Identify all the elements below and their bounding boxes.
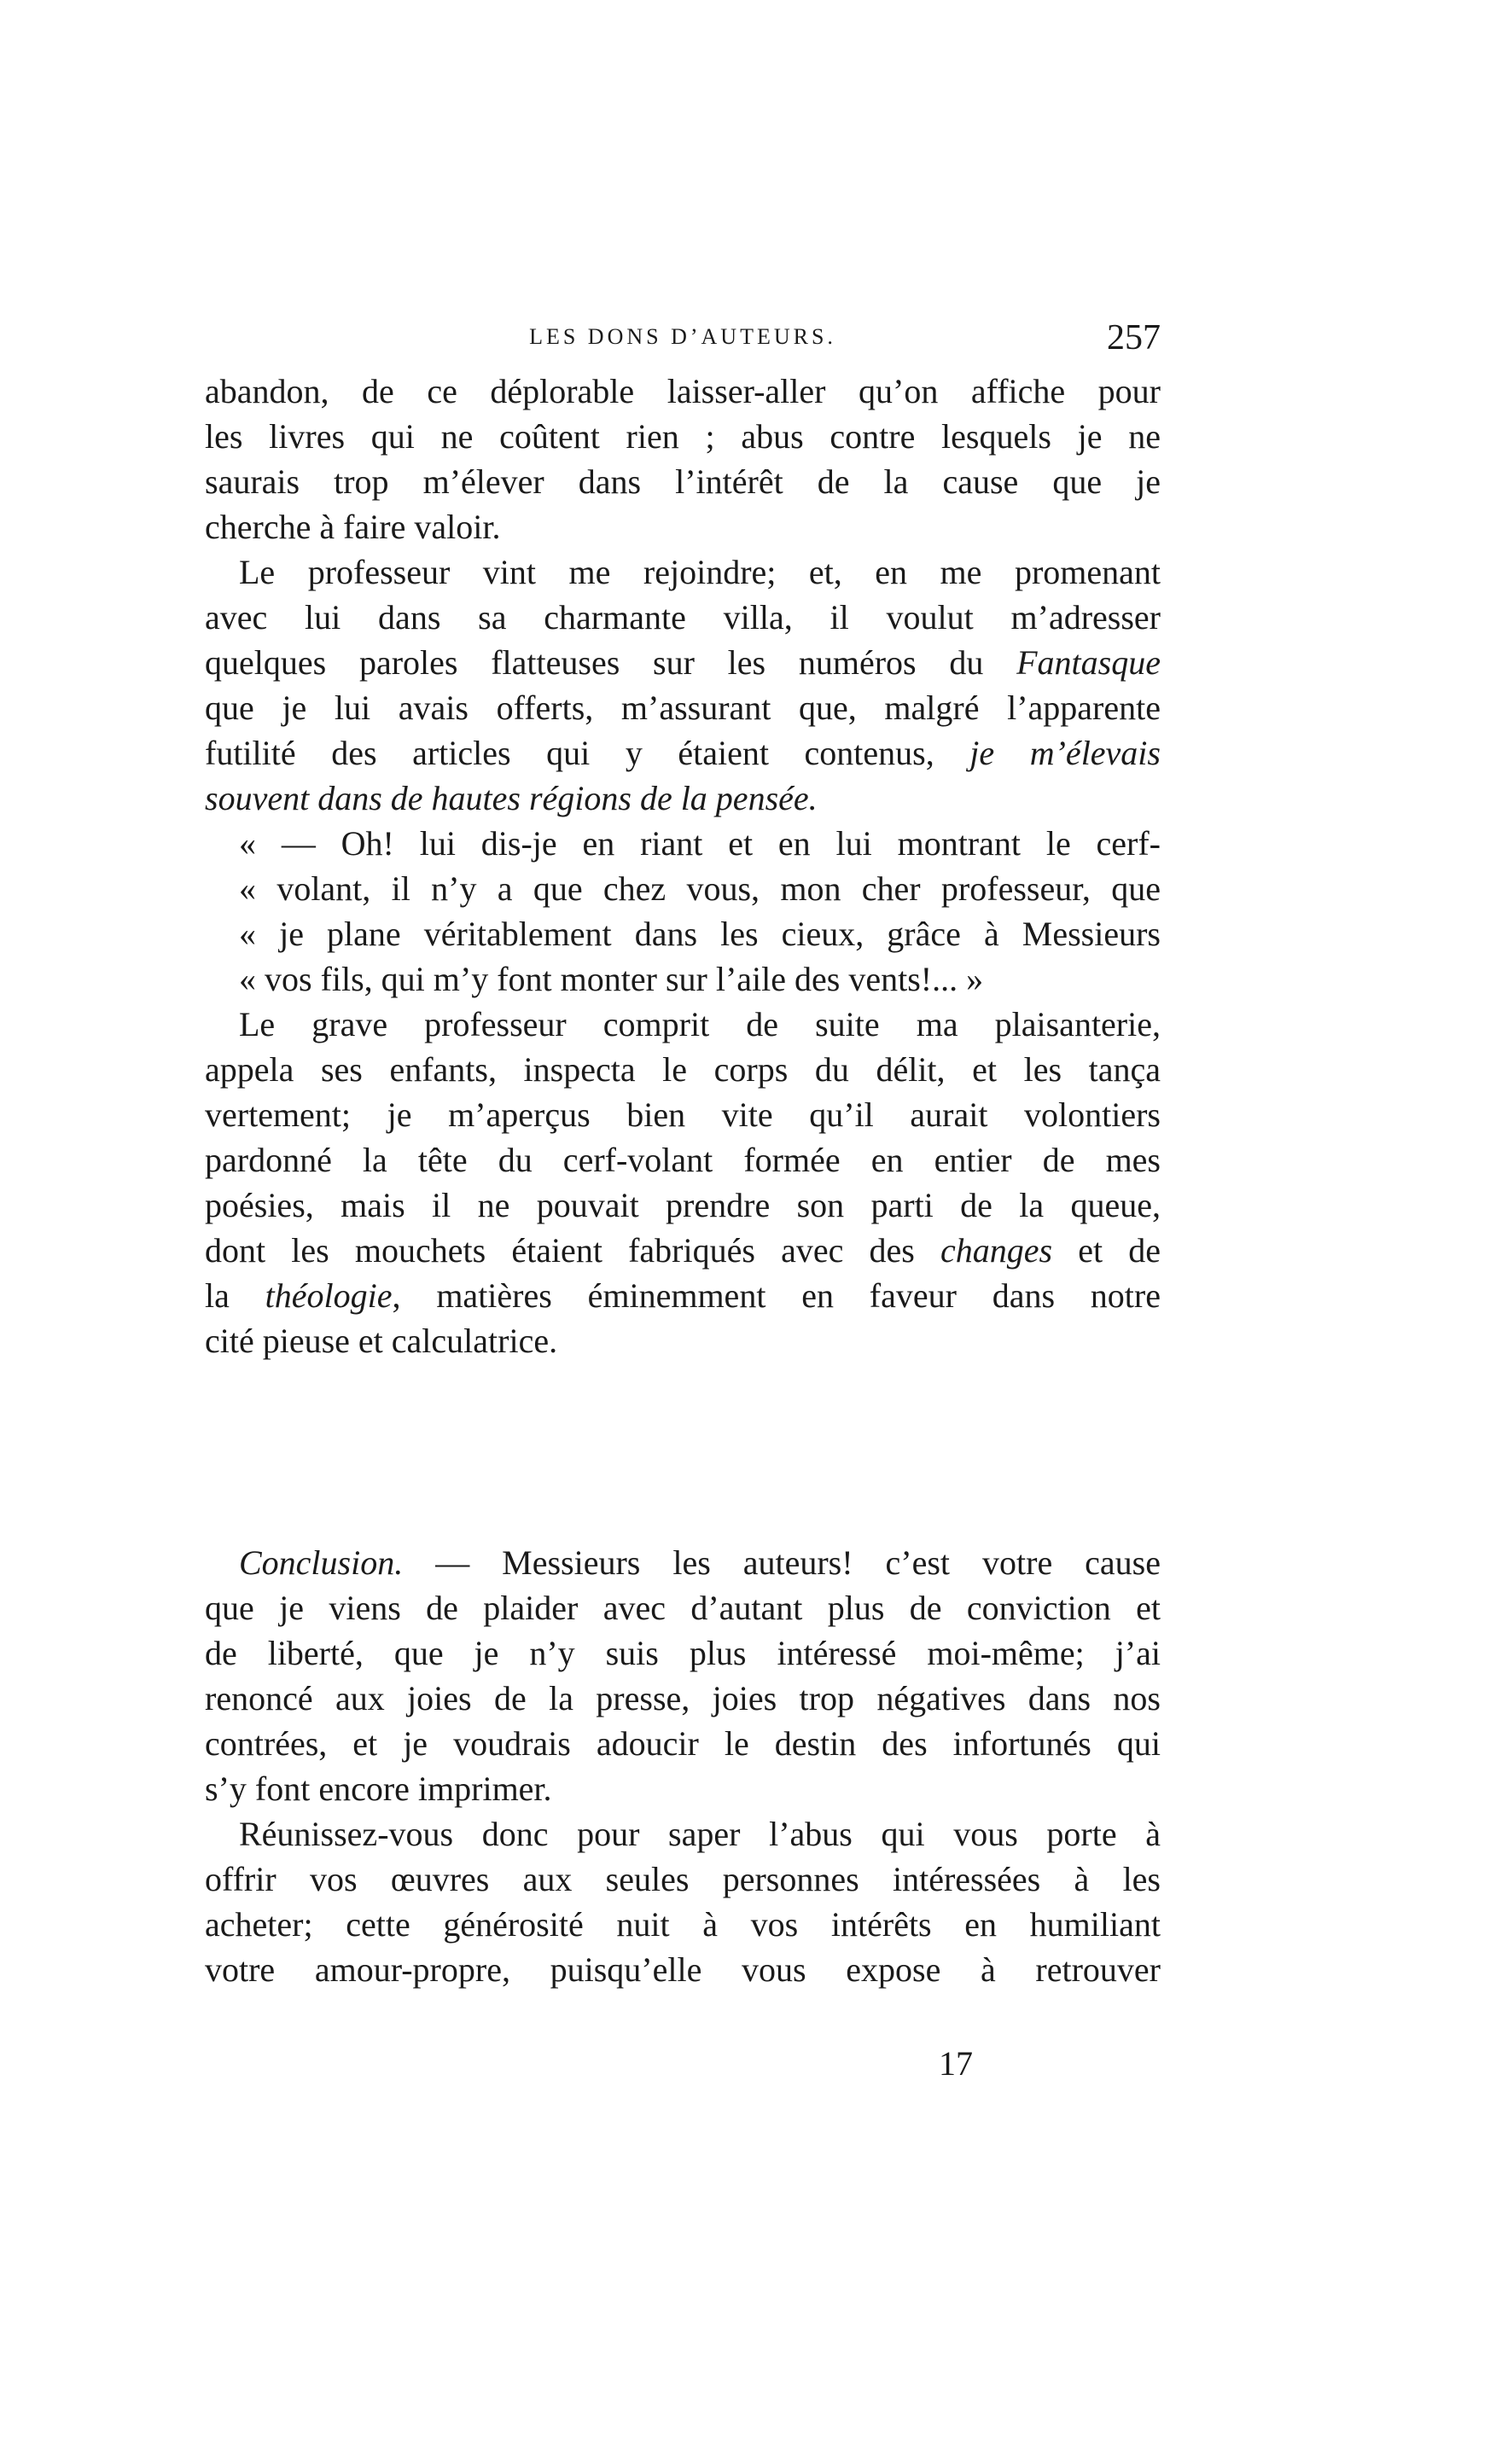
text-line: contrées, et je voudrais adoucir le destin des infortunés qui: [205, 1724, 1161, 1763]
text-line: appela ses enfants, inspecta le corps du délit, et les tança: [205, 1050, 1161, 1089]
text-line: Le grave professeur comprit de suite ma plaisanterie,: [239, 1005, 1161, 1043]
page-number: 257: [1107, 318, 1161, 357]
italic-term: théologie: [265, 1276, 393, 1315]
text-line: Réunissez-vous donc pour saper l’abus qui vous porte à: [239, 1815, 1161, 1853]
text-line: que je lui avais offerts, m’assurant que, malgré l’apparente: [205, 689, 1161, 727]
text-line: Le professeur vint me rejoindre; et, en me promenant: [239, 553, 1161, 591]
text-line: de liberté, que je n’y suis plus intéressé moi-même; j’ai: [205, 1634, 1161, 1672]
text-line: [205, 1228, 1161, 1273]
italic-term: changes: [940, 1231, 1053, 1270]
text-segment: la: [205, 1276, 265, 1315]
text-line: poésies, mais il ne pouvait prendre son parti de la queue,: [205, 1186, 1161, 1224]
text-line: renoncé aux joies de la presse, joies trop négatives dans nos: [205, 1679, 1161, 1717]
text-line: les livres qui ne coûtent rien ; abus contre lesquels je ne: [205, 417, 1161, 456]
text-segment: quelques paroles flatteuses sur les numéros du: [205, 643, 1017, 682]
running-title: LES DONS D’AUTEURS.: [529, 324, 836, 349]
text-line: abandon, de ce déplorable laisser-aller qu’on affiche pour: [205, 372, 1161, 410]
conclusion-label: Conclusion.: [239, 1543, 404, 1582]
text-line: s’y font encore imprimer.: [205, 1770, 552, 1808]
signature-mark: 17: [939, 2044, 973, 2083]
text-segment: futilité des articles qui y étaient contenus,: [205, 734, 970, 772]
text-line: saurais trop m’élever dans l’intérêt de la cause que je: [205, 462, 1161, 501]
text-block-top: [205, 369, 1161, 1363]
italic-line: souvent dans de hautes régions de la pensée.: [205, 779, 818, 817]
text-line: [205, 776, 1161, 821]
text-line: que je viens de plaider avec d’autant plus de conviction et: [205, 1589, 1161, 1627]
italic-term: Fantasque: [1016, 643, 1161, 682]
text-line: acheter; cette générosité nuit à vos intérêts en humiliant: [205, 1905, 1161, 1944]
text-block-conclusion: [205, 1540, 1161, 1992]
text-line: « vos fils, qui m’y font monter sur l’aile des vents!... »: [239, 960, 984, 998]
italic-term: je m’élevais: [969, 734, 1161, 772]
text-line: [205, 730, 1161, 776]
text-line: avec lui dans sa charmante villa, il voulut m’adresser: [205, 598, 1161, 636]
text-segment: dont les mouchets étaient fabriqués avec des: [205, 1231, 940, 1270]
text-line: votre amour-propre, puisqu’elle vous expose à retrouver: [205, 1950, 1161, 1989]
text-line: vertement; je m’aperçus bien vite qu’il aurait volontiers: [205, 1095, 1161, 1134]
text-line: [205, 1273, 1161, 1318]
text-line: « — Oh! lui dis-je en riant et en lui montrant le cerf-: [239, 824, 1161, 863]
text-line: pardonné la tête du cerf-volant formée en entier de mes: [205, 1141, 1161, 1179]
page-header: [205, 317, 1161, 360]
text-line: « je plane véritablement dans les cieux, grâce à Messieurs: [239, 915, 1161, 953]
text-line: « volant, il n’y a que chez vous, mon cher professeur, que: [239, 869, 1161, 908]
text-line: cité pieuse et calculatrice.: [205, 1322, 558, 1360]
text-line: [205, 640, 1161, 685]
text-segment: et de: [1052, 1231, 1161, 1270]
text-line: cherche à faire valoir.: [205, 508, 501, 546]
text-line: offrir vos œuvres aux seules personnes intéressées à les: [205, 1860, 1161, 1898]
text-segment: , matières éminemment en faveur dans notre: [392, 1276, 1161, 1315]
text-line: [205, 1540, 1161, 1585]
text-segment: — Messieurs les auteurs! c’est votre cause: [403, 1543, 1161, 1582]
